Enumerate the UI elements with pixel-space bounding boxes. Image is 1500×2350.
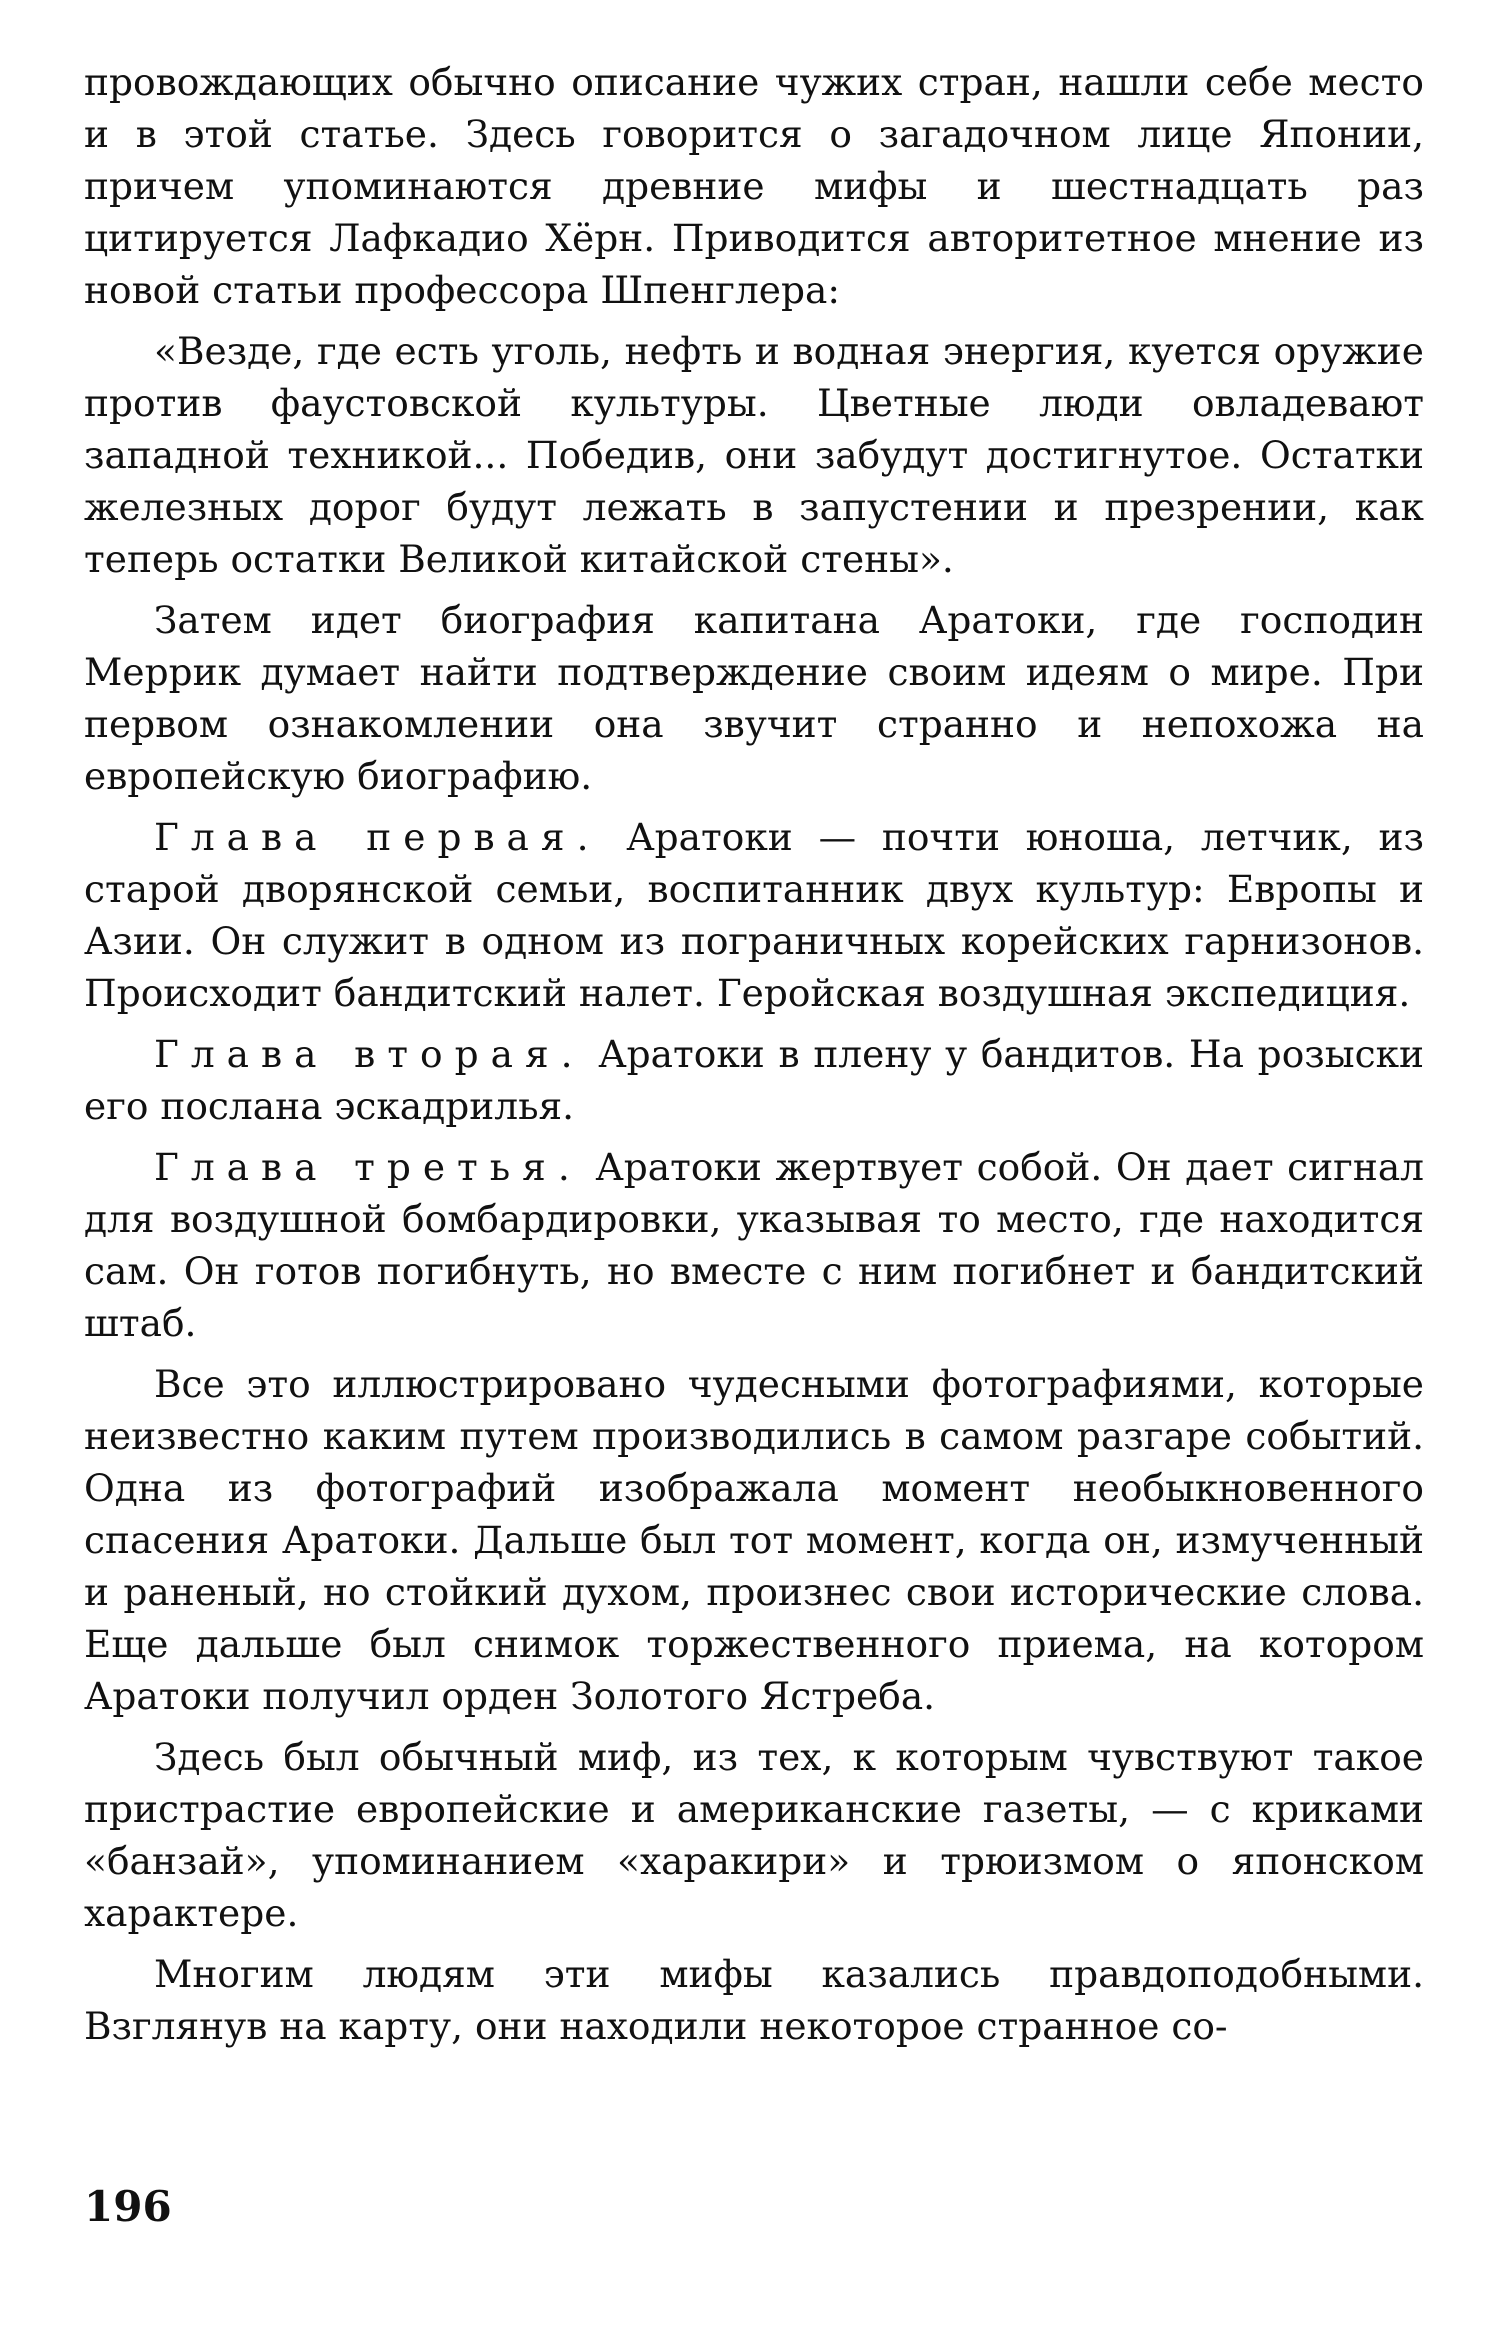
paragraph-photographs: Все это иллюстрировано чудесными фотографиями, которые неизвестно каким путем производились в самом разгаре событий. Одна из фотографий изображала момент необыкновенного спасения Аратоки. Дальше был тот момент, когда он, измученный и раненый, но стойкий духом, произнес свои исторические слова. Еще дальше был снимок торжественного приема, на котором Аратоки получил орден Золотого Ястреба. [84,1362,1424,1718]
chapter-3-heading: Глава третья. [154,1145,582,1189]
chapter-2-text: Аратоки в плену у бандитов. На розыски его послана эскадрилья. [84,1032,1425,1128]
page-number: 196 [84,2182,172,2231]
chapter-2-heading: Глава вторая. [154,1032,585,1076]
paragraph-myth: Здесь был обычный миф, из тех, к которым чувствуют такое пристрастие европейские и американские газеты, — с криками «банзай», упоминанием «харакири» и трюизмом о японском характере. [84,1735,1424,1935]
page-body [84,56,1424,2061]
paragraph-chapter-1 [84,811,1424,1019]
paragraph-chapter-3 [84,1141,1424,1349]
paragraph-quote-spengler: «Везде, где есть уголь, нефть и водная энергия, куется оружие против фаустовской культуры. Цветные люди овладевают западной техникой... Победив, они забудут достигнутое. Остатки железных дорог будут лежать в запустении и презрении, как теперь остатки Великой китайской стены». [84,329,1424,581]
paragraph-chapter-2 [84,1028,1424,1132]
chapter-1-text: Аратоки — почти юноша, летчик, из старой дворянской семьи, воспитанник двух культур: Европы и Азии. Он служит в одном из пограничных корейских гарнизонов. Происходит бандитский налет. Геройская воздушная экспедиция. [84,815,1424,1015]
paragraph-biography-intro: Затем идет биография капитана Аратоки, где господин Меррик думает найти подтверждение своим идеям о мире. При первом ознакомлении она звучит странно и непохожа на европейскую биографию. [84,598,1424,798]
paragraph-1: провождающих обычно описание чужих стран, нашли себе место и в этой статье. Здесь говорится о загадочном лице Японии, причем упоминаются древние мифы и шестнадцать раз цитируется Лафкадио Хёрн. Приводится авторитетное мнение из новой статьи профессора Шпенглера: [84,60,1424,312]
chapter-3-text: Аратоки жертвует собой. Он дает сигнал для воздушной бомбардировки, указывая то место, где находится сам. Он готов погибнуть, но вместе с ним погибнет и бандитский штаб. [84,1145,1425,1345]
chapter-1-heading: Глава первая. [154,815,601,859]
paragraph-final: Многим людям эти мифы казались правдоподобными. Взглянув на карту, они находили некоторое странное со- [84,1952,1424,2048]
